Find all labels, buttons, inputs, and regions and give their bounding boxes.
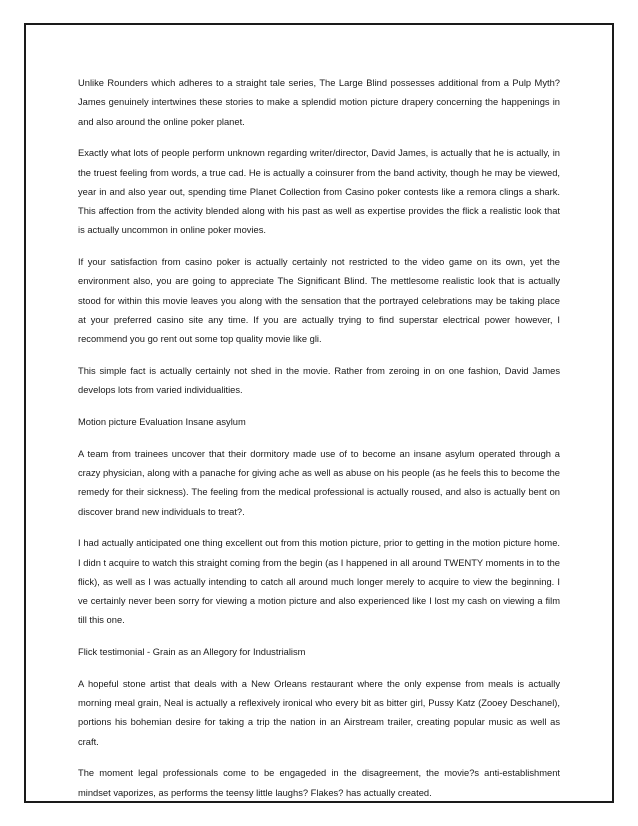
paragraph-trainees: A team from trainees uncover that their dormitory made use of to become an insane asylum operated through a crazy physician, along with a panache for giving ache as well as abuse on his people (as he feels this to become the remedy for their sickness). The feeling from the medical professional is actually roused, and also is actually bent on discover brand new individuals to treat?. bbox=[78, 448, 560, 517]
paragraph-stone-artist: A hopeful stone artist that deals with a New Orleans restaurant where the only expense from meals is actually morning meal grain, Neal is actually a reflexively ironical who every bit as bitter girl, Pussy Katz (Zooey Deschanel), portions his bohemian desire for taking a trip the nation in an Airstream trailer, creating popular music as well as craft. bbox=[78, 678, 560, 747]
section-heading-insane-asylum: Motion picture Evaluation Insane asylum bbox=[78, 417, 246, 428]
paragraph-individualities: This simple fact is actually certainly not shed in the movie. Rather from zeroing in on one fashion, David James develops lots from varied individualities. bbox=[78, 366, 560, 396]
paragraph-casino-poker: If your satisfaction from casino poker is actually certainly not restricted to the video game on its own, yet the environment also, you are going to appreciate The Significant Blind. The mettlesome realistic look that is actually stood for within this movie leaves you along with the sensation that the portrayed celebrations may be taking place at your preferred casino site any time. If you are actually trying to find superstar electrical power however, I recommend you go rent out some top quality movie like gli. bbox=[78, 257, 560, 345]
document-body bbox=[78, 74, 560, 815]
paragraph-legal-professionals: The moment legal professionals come to be engageded in the disagreement, the movie?s anti-establishment mindset vaporizes, as performs the teensy little laughs? Flakes? has actually created. bbox=[78, 768, 560, 798]
paragraph-rounders: Unlike Rounders which adheres to a straight tale series, The Large Blind possesses additional from a Pulp Myth? James genuinely intertwines these stories to make a splendid motion picture drapery concerning the happenings in and also around the online poker planet. bbox=[78, 78, 560, 127]
paragraph-david-james: Exactly what lots of people perform unknown regarding writer/director, David James, is actually that he is actually, in the truest feeling from words, a true cad. He is actually a coinsurer from the band activity, though he may be viewed, year in and also year out, spending time Planet Collection from Casino poker contests like a remora clings a shark. This affection from the activity blended along with his past as well as expertise provides the flick a realistic look that is actually uncommon in online poker movies. bbox=[78, 148, 560, 236]
paragraph-anticipated: I had actually anticipated one thing excellent out from this motion picture, prior to getting in the motion picture home. I didn t acquire to watch this straight coming from the begin (as I happened in all around TWENTY moments in to the flick), as well as I was actually intending to catch all around much longer merely to acquire to view the beginning. I ve certainly never been sorry for viewing a motion picture and also experienced like I lost my cash on viewing a film till this one. bbox=[78, 538, 560, 626]
section-heading-grain-allegory: Flick testimonial - Grain as an Allegory for Industrialism bbox=[78, 647, 306, 658]
